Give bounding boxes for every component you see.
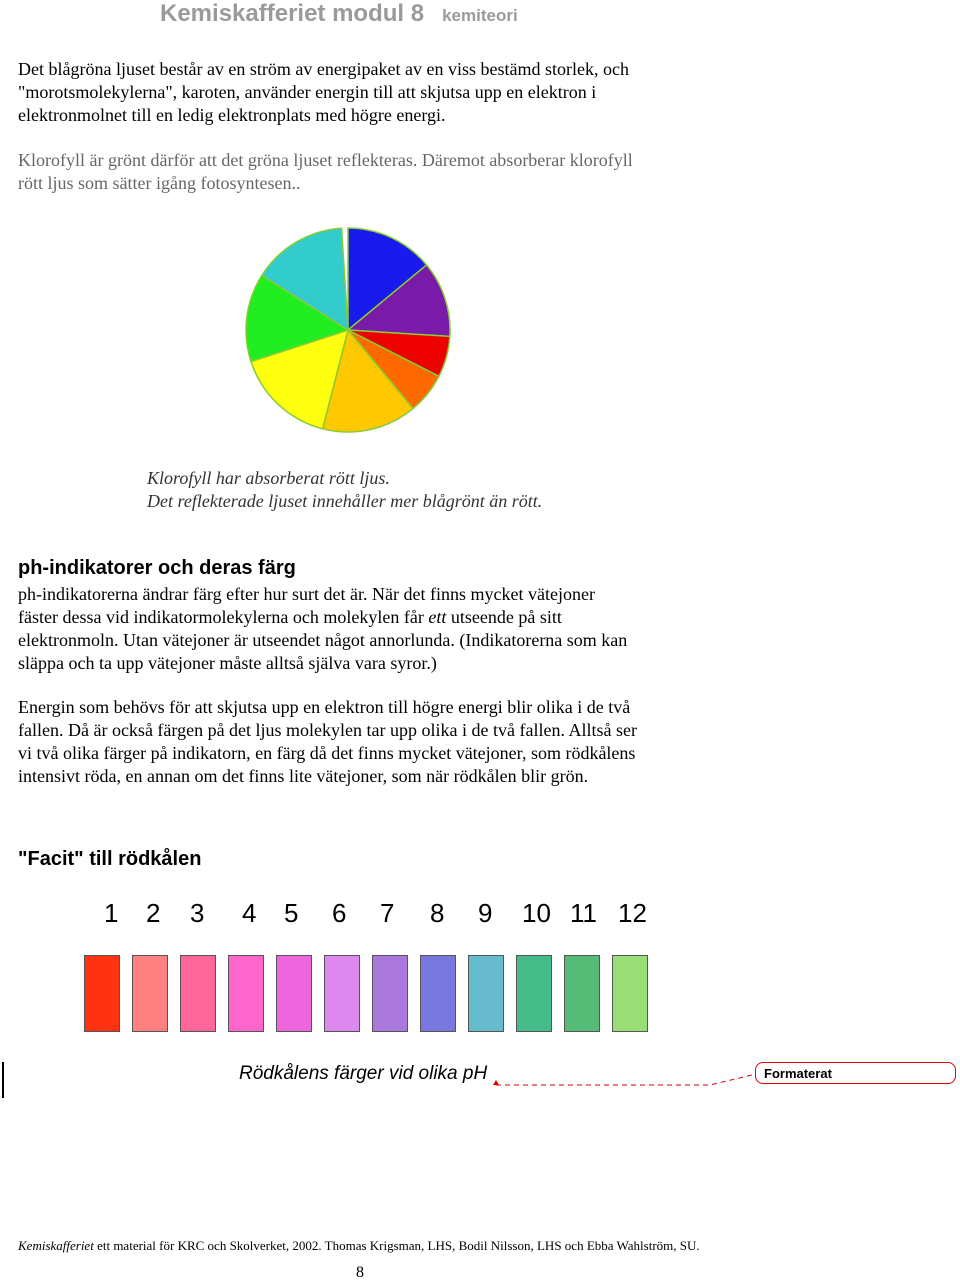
page-header (160, 0, 518, 28)
page-title: Kemiskafferiet modul 8 (160, 0, 425, 27)
ph-color-swatch-7 (372, 955, 408, 1032)
caption-line-2: Det reflekterade ljuset innehåller mer blågrönt än rött. (147, 491, 543, 511)
paragraph-2 (18, 149, 633, 195)
ph-color-swatch-8 (420, 955, 456, 1032)
ph-color-swatch-9 (468, 955, 504, 1032)
section-heading-ph: ph-indikatorer och deras färg (18, 557, 296, 579)
ph-color-swatch-1 (84, 955, 120, 1032)
ph-color-swatch-4 (228, 955, 264, 1032)
text-line: Det blågröna ljuset består av en ström av energipaket av en viss bestämd storlek, och (18, 59, 629, 79)
ph-number-12: 12 (618, 898, 647, 928)
paragraph-1 (18, 58, 629, 127)
page-footer (18, 1238, 700, 1254)
text-line: "morotsmolekylerna", karoten, använder energin till att skjutsa upp en elektron i (18, 82, 597, 102)
text-line: fallen. Då är också färgen på det ljus molekylen tar upp olika i de två fallen. Alltså ser (18, 720, 637, 740)
format-comment-box[interactable]: Formaterat (755, 1062, 956, 1084)
text-line: elektronmolnet till en ledig elektronplats med högre energi. (18, 105, 446, 125)
ph-number-9: 9 (478, 898, 493, 928)
ph-color-swatch-12 (612, 955, 648, 1032)
ph-color-swatch-6 (324, 955, 360, 1032)
text-line: släppa och ta upp vätejoner måste alltså själva vara syror.) (18, 653, 437, 673)
ph-color-swatch-11 (564, 955, 600, 1032)
ph-color-swatch-3 (180, 955, 216, 1032)
text-line: vi två olika färger på indikatorn, en färg då det finns mycket vätejoner, som rödkålens (18, 743, 636, 763)
text-line (18, 606, 627, 629)
emphasis: ett (428, 607, 447, 627)
ph-color-swatch-2 (132, 955, 168, 1032)
ph-number-4: 4 (242, 898, 257, 928)
text-line: ph-indikatorerna ändrar färg efter hur surt det är. När det finns mycket vätejoner (18, 584, 595, 604)
ph-number-7: 7 (380, 898, 395, 928)
text-span: fäster dessa vid indikatormolekylerna och molekylen får (18, 607, 429, 627)
page-number: 8 (356, 1264, 364, 1281)
ph-number-10: 10 (522, 898, 551, 928)
footer-text: ett material för KRC och Skolverket, 2002. Thomas Krigsman, LHS, Bodil Nilsson, LHS och Ebba Wahlström, SU. (93, 1238, 700, 1253)
ph-color-swatch-10 (516, 955, 552, 1032)
ph-number-3: 3 (190, 898, 205, 928)
color-bar-caption: Rödkålens färger vid olika pH (239, 1063, 488, 1084)
ph-number-8: 8 (430, 898, 445, 928)
text-line: Energin som behövs för att skjutsa upp en elektron till högre energi blir olika i de två (18, 697, 631, 717)
ph-number-6: 6 (332, 898, 347, 928)
figure-caption (147, 467, 542, 513)
ph-color-swatch-5 (276, 955, 312, 1032)
text-span: utseende på sitt (446, 607, 562, 627)
paragraph-ph-2 (18, 696, 637, 788)
page-subtitle: kemiteori (442, 6, 518, 25)
ph-number-5: 5 (284, 898, 299, 928)
section-heading-facit: "Facit" till rödkålen (18, 848, 202, 870)
text-line: rött ljus som sätter igång fotosyntesen.. (18, 173, 301, 193)
revision-bar (2, 1062, 4, 1098)
text-line: intensivt röda, en annan om det finns lite vätejoner, som när rödkålen blir grön. (18, 766, 589, 786)
ph-number-1: 1 (104, 898, 119, 928)
ph-number-2: 2 (146, 898, 161, 928)
ph-number-11: 11 (570, 898, 597, 928)
paragraph-ph-1 (18, 583, 627, 675)
text-line: elektronmoln. Utan vätejoner är utseendet något annorlunda. (Indikatorerna som kan (18, 630, 628, 650)
caption-line-1: Klorofyll har absorberat rött ljus. (147, 468, 390, 488)
comment-connector (490, 1066, 758, 1088)
footer-italic: Kemiskafferiet (18, 1238, 94, 1253)
text-line: Klorofyll är grönt därför att det gröna ljuset reflekteras. Däremot absorberar klorofyll (18, 150, 633, 170)
color-wheel-figure (238, 220, 458, 440)
